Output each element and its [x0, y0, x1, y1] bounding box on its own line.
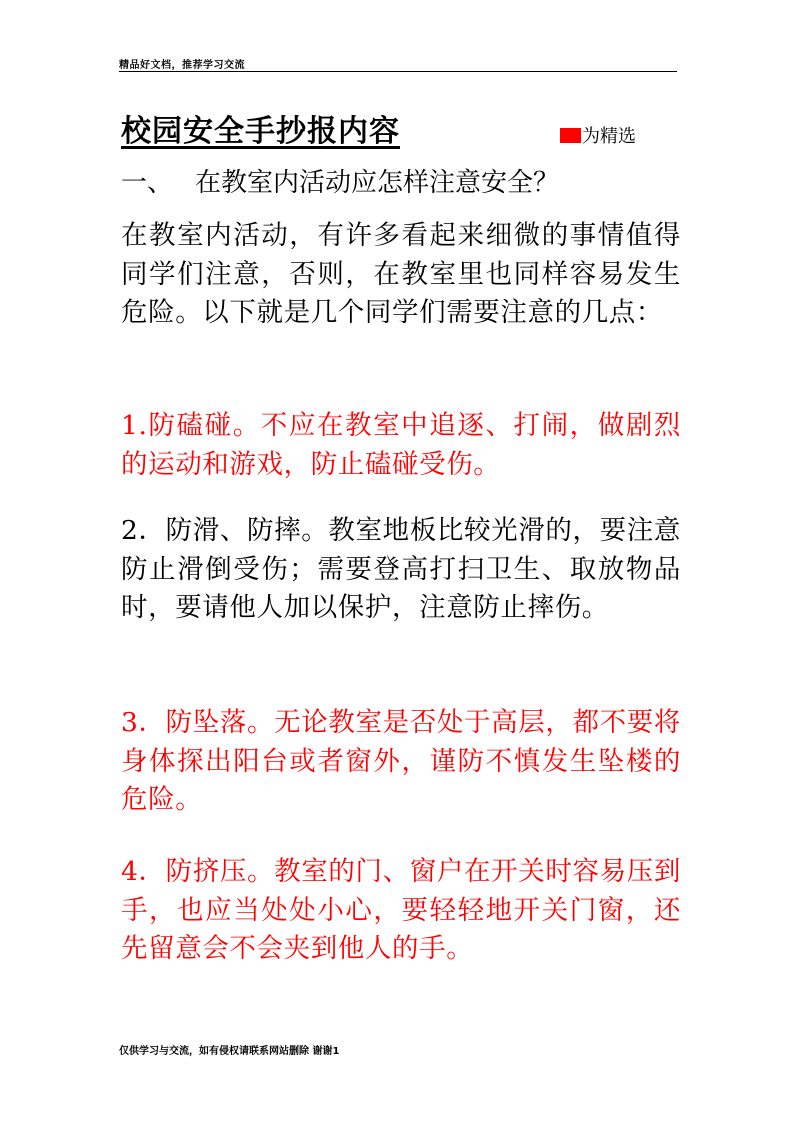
- page-header: 精品好文档，推荐学习交流: [119, 60, 245, 71]
- tip-paragraph-4: 4．防挤压。教室的门、窗户在开关时容易压到手，也应当处处小心，要轻轻地开关门窗，还先留意会不会夹到他人的手。: [121, 856, 681, 964]
- question-number: 一、: [121, 168, 174, 198]
- intro-paragraph: 在教室内活动，有许多看起来细微的事情值得同学们注意，否则，在教室里也同样容易发生危险。以下就是几个同学们需要注意的几点：: [121, 220, 681, 328]
- legend-label: 为精选: [582, 126, 636, 147]
- document-title: 校园安全手抄报内容: [121, 114, 400, 149]
- tip-paragraph-3: 3．防坠落。无论教室是否处于高层，都不要将身体探出阳台或者窗外，谨防不慎发生坠楼的危险。: [121, 707, 681, 815]
- header-divider: [119, 71, 677, 72]
- red-square-icon: [560, 128, 581, 143]
- page-footer: 仅供学习与交流，如有侵权请联系网站删除 谢谢1: [119, 1046, 340, 1057]
- highlight-legend: [560, 122, 636, 148]
- question-text: 在教室内活动应怎样注意安全？: [195, 168, 560, 198]
- question-heading: [121, 162, 559, 199]
- tip-paragraph-1: 1.防磕碰。不应在教室中追逐、打闹，做剧烈的运动和游戏，防止磕碰受伤。: [121, 410, 681, 480]
- tip-paragraph-2: 2．防滑、防摔。教室地板比较光滑的，要注意防止滑倒受伤；需要登高打扫卫生、取放物品时，要请他人加以保护，注意防止摔伤。: [121, 515, 681, 623]
